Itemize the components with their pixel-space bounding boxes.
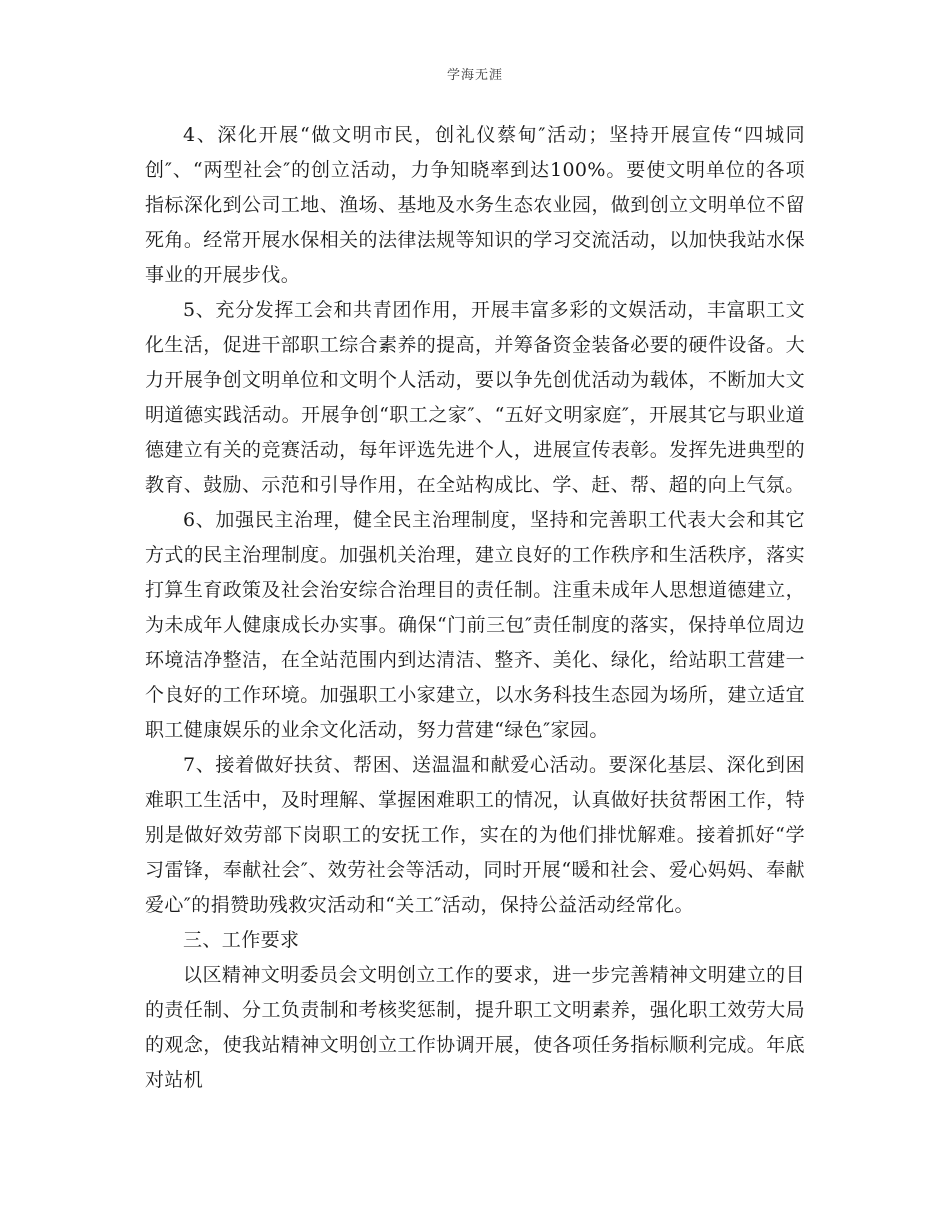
paragraph-item-7: 7、接着做好扶贫、帮困、送温温和献爱心活动。要深化基层、深化到困难职工生活中，及时理解、掌握困难职工的情况，认真做好扶贫帮困工作，特别是做好效劳部下岗职工的安抚工作，实在的为他们排忧解难。接着抓好“学习雷锋，奉献社会″、效劳社会等活动，同时开展“暖和社会、爱心妈妈、奉献爱心″的捐赞助残救灾活动和“关工″活动，保持公益活动经常化。 <box>145 754 805 916</box>
paragraph-item-6: 6、加强民主治理，健全民主治理制度，坚持和完善职工代表大会和其它方式的民主治理制度。加强机关治理，建立良好的工作秩序和生活秩序，落实打算生育政策及社会治安综合治理目的责任制。注重未成年人思想道德建立，为未成年人健康成长办实事。确保“门前三包″责任制度的落实，保持单位周边环境洁净整洁，在全站范围内到达清洁、整齐、美化、绿化，给站职工营建一个良好的工作环境。加强职工小家建立，以水务科技生态园为场所，建立适宜职工健康娱乐的业余文化活动，努力营建“绿色″家园。 <box>145 509 805 741</box>
document-body <box>145 118 805 1098</box>
section-heading-work-requirements: 三、工作要求 <box>183 929 300 951</box>
paragraph-work-requirements: 以区精神文明委员会文明创立工作的要求，进一步完善精神文明建立的目的责任制、分工负责制和考核奖惩制，提升职工文明素养，强化职工效劳大局的观念，使我站精神文明创立工作协调开展，使各项任务指标顺利完成。年底对站机 <box>145 964 805 1091</box>
paragraph-item-5: 5、充分发挥工会和共青团作用，开展丰富多彩的文娱活动，丰富职工文化生活，促进干部职工综合素养的提高，并筹备资金装备必要的硬件设备。大力开展争创文明单位和文明个人活动，要以争先创优活动为载体，不断加大文明道德实践活动。开展争创“职工之家″、“五好文明家庭″，开展其它与职业道德建立有关的竞赛活动，每年评选先进个人，进展宣传表彰。发挥先进典型的教育、鼓励、示范和引导作用，在全站构成比、学、赶、帮、超的向上气氛。 <box>145 299 805 496</box>
paragraph-item-4: 4、深化开展“做文明市民，创礼仪蔡甸″活动；坚持开展宣传“四城同创″、“两型社会″的创立活动，力争知晓率到达100%。要使文明单位的各项指标深化到公司工地、渔场、基地及水务生态农业园，做到创立文明单位不留死角。经常开展水保相关的法律法规等知识的学习交流活动，以加快我站水保事业的开展步伐。 <box>145 124 805 286</box>
page-header: 学海无涯 <box>446 68 503 83</box>
